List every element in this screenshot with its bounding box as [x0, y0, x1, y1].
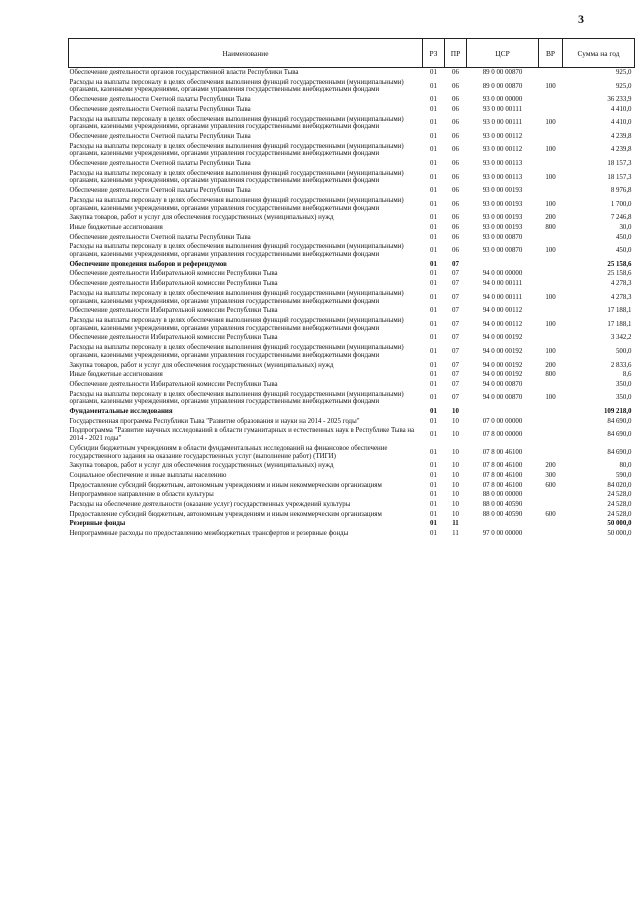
row-pr: 07	[452, 320, 459, 328]
row-name: Расходы на выплаты персоналу в целях обеспечения выполнения функций государственными (муниципальными) органами, казенными учреждениями, органами управления государственными внебюджетными фондами	[69, 142, 404, 158]
header-amount: Сумма на год	[563, 39, 635, 68]
row-pr: 07	[452, 394, 459, 402]
row-name: Социальное обеспечение и иные выплаты населению	[69, 471, 227, 479]
row-name: Предоставление субсидий бюджетным, автономным учреждениям и иным некоммерческим организациям	[69, 510, 382, 518]
table-row	[69, 380, 635, 390]
row-csr: 94 0 00 00112	[482, 320, 523, 328]
row-rz: 01	[430, 105, 437, 113]
row-amount: 50 000,0	[607, 530, 632, 538]
table-row	[69, 68, 635, 78]
row-csr: 94 0 00 00870	[482, 380, 523, 388]
row-amount: 24 528,0	[607, 510, 632, 518]
row-rz: 01	[430, 510, 437, 518]
row-amount: 8 976,8	[610, 187, 632, 195]
row-vr	[539, 269, 563, 279]
row-amount: 925,0	[615, 69, 632, 76]
row-pr: 06	[452, 233, 459, 241]
row-name: Обеспечение проведения выборов и референдумов	[69, 260, 227, 268]
row-amount: 80,0	[619, 462, 632, 470]
row-vr	[539, 279, 563, 289]
row-amount: 17 188,1	[607, 320, 632, 328]
row-csr: 93 0 00 00870	[482, 233, 523, 241]
row-name: Расходы на выплаты персоналу в целях обеспечения выполнения функций государственными (муниципальными) органами, казенными учреждениями, органами управления государственными внебюджетными фондами	[69, 390, 404, 406]
row-vr	[539, 380, 563, 390]
row-amount: 109 218,0	[603, 408, 632, 416]
row-rz: 01	[430, 530, 437, 538]
table-row	[69, 490, 635, 500]
header-csr: ЦСР	[467, 39, 539, 68]
table-row	[69, 333, 635, 343]
table-row	[69, 461, 635, 471]
table-row	[69, 417, 635, 427]
row-rz: 01	[430, 481, 437, 489]
row-amount: 4 278,3	[610, 280, 632, 288]
table-row	[69, 510, 635, 520]
row-name: Непрограммные расходы по предоставлению межбюджетных трансфертов и резервные фонды	[69, 530, 349, 538]
row-rz: 01	[430, 462, 437, 470]
row-rz: 01	[430, 334, 437, 342]
row-vr	[539, 233, 563, 243]
row-pr: 06	[452, 69, 459, 76]
table-row	[69, 78, 635, 95]
row-rz: 01	[430, 520, 437, 528]
row-rz: 01	[430, 394, 437, 402]
row-pr: 10	[452, 501, 459, 509]
row-pr: 07	[452, 293, 459, 301]
row-pr: 07	[452, 307, 459, 315]
row-csr: 93 0 00 00112	[482, 146, 523, 154]
row-csr	[467, 407, 539, 417]
row-pr: 10	[452, 462, 459, 470]
row-rz: 01	[430, 471, 437, 479]
row-name: Обеспечение деятельности Счетной палаты Республики Тыва	[69, 96, 251, 104]
row-csr: 93 0 00 00000	[482, 96, 523, 104]
row-vr: 100	[545, 347, 556, 355]
row-csr	[467, 260, 539, 270]
row-rz: 01	[430, 431, 437, 439]
row-pr: 07	[452, 361, 459, 369]
row-name: Расходы на выплаты персоналу в целях обеспечения выполнения функций государственными (муниципальными) органами, казенными учреждениями, органами управления государственными внебюджетными фондами	[69, 78, 404, 94]
row-pr: 06	[452, 187, 459, 195]
table-row	[69, 132, 635, 142]
row-pr: 06	[452, 119, 459, 127]
budget-table	[68, 38, 635, 539]
table-row	[69, 115, 635, 132]
row-name: Предоставление субсидий бюджетным, автономным учреждениям и иным некоммерческим организациям	[69, 481, 382, 489]
row-amount: 17 188,1	[607, 307, 632, 315]
row-name: Расходы на выплаты персоналу в целях обеспечения выполнения функций государственными (муниципальными) органами, казенными учреждениями, органами управления государственными внебюджетными фондами	[69, 196, 404, 212]
row-name: Расходы на выплаты персоналу в целях обеспечения выполнения функций государственными (муниципальными) органами, казенными учреждениями, органами управления государственными внебюджетными фондами	[69, 344, 404, 359]
row-vr	[539, 333, 563, 343]
row-amount: 84 690,0	[607, 417, 632, 425]
row-amount: 24 528,0	[607, 501, 632, 509]
row-amount: 18 157,3	[607, 160, 632, 168]
table-row	[69, 343, 635, 360]
row-rz: 01	[430, 132, 437, 140]
table-row	[69, 223, 635, 233]
row-rz: 01	[430, 501, 437, 509]
row-csr: 89 0 00 00870	[482, 69, 523, 76]
row-vr: 100	[545, 293, 556, 301]
row-amount: 450,0	[615, 233, 632, 241]
table-row	[69, 529, 635, 539]
row-pr: 10	[452, 510, 459, 518]
row-rz: 01	[430, 96, 437, 104]
row-pr: 10	[452, 408, 459, 416]
row-vr	[539, 306, 563, 316]
row-pr: 06	[452, 247, 459, 255]
row-pr: 07	[452, 371, 459, 379]
row-csr: 93 0 00 00113	[482, 160, 523, 168]
row-csr: 07 8 00 46100	[482, 471, 523, 479]
row-name: Закупка товаров, работ и услуг для обеспечения государственных (муниципальных) нужд	[69, 361, 334, 369]
row-rz: 01	[430, 146, 437, 154]
row-rz: 01	[430, 408, 437, 416]
row-csr: 94 0 00 00192	[482, 347, 523, 355]
row-pr: 07	[452, 380, 459, 388]
row-vr	[539, 95, 563, 105]
table-row	[69, 105, 635, 115]
row-amount: 18 157,3	[607, 173, 632, 181]
row-name: Резервные фонды	[69, 520, 126, 528]
row-rz: 01	[430, 280, 437, 288]
row-rz: 01	[430, 223, 437, 231]
row-csr: 94 0 00 00112	[482, 307, 523, 315]
row-csr: 97 0 00 00000	[482, 530, 523, 538]
row-amount: 4 278,3	[610, 293, 632, 301]
row-pr: 07	[452, 334, 459, 342]
row-amount: 2 833,6	[610, 361, 632, 369]
row-amount: 4 239,8	[610, 146, 632, 154]
row-amount: 36 233,9	[607, 96, 632, 104]
row-pr: 10	[452, 417, 459, 425]
row-csr: 94 0 00 00192	[482, 371, 523, 379]
row-rz: 01	[430, 417, 437, 425]
table-row	[69, 142, 635, 159]
row-vr	[539, 407, 563, 417]
row-csr: 07 8 00 46100	[482, 448, 523, 456]
row-pr: 06	[452, 132, 459, 140]
page-number: 3	[578, 12, 584, 26]
row-pr: 06	[452, 173, 459, 181]
row-pr: 10	[452, 481, 459, 489]
row-vr	[539, 500, 563, 510]
row-rz: 01	[430, 448, 437, 456]
row-pr: 06	[452, 146, 459, 154]
row-amount: 350,0	[615, 394, 632, 402]
row-csr: 07 8 00 46100	[482, 481, 523, 489]
table-row	[69, 242, 635, 259]
table-row	[69, 196, 635, 213]
row-csr: 93 0 00 00112	[482, 132, 523, 140]
row-amount: 25 158,6	[607, 270, 632, 278]
row-rz: 01	[430, 160, 437, 168]
row-vr: 100	[545, 247, 556, 255]
row-amount: 8,6	[622, 371, 632, 379]
header-pr: ПР	[445, 39, 467, 68]
row-csr: 93 0 00 00111	[482, 119, 523, 127]
row-name: Расходы на выплаты персоналу в целях обеспечения выполнения функций государственными (муниципальными) органами, казенными учреждениями, органами управления государственными внебюджетными фондами	[69, 169, 404, 185]
row-amount: 84 690,0	[607, 448, 632, 456]
table-row	[69, 390, 635, 407]
table-row	[69, 361, 635, 371]
row-csr: 07 0 00 00000	[482, 417, 523, 425]
row-vr: 600	[545, 481, 556, 489]
row-name: Расходы на выплаты персоналу в целях обеспечения выполнения функций государственными (муниципальными) органами, казенными учреждениями, органами управления государственными внебюджетными фондами	[69, 289, 404, 305]
row-vr: 800	[545, 371, 556, 379]
row-name: Обеспечение деятельности органов государственной власти Республики Тыва	[69, 69, 299, 76]
row-pr: 06	[452, 200, 459, 208]
row-vr: 100	[545, 320, 556, 328]
table-row	[69, 519, 635, 529]
table-row	[69, 95, 635, 105]
row-csr: 94 0 00 00192	[482, 334, 523, 342]
table-row	[69, 481, 635, 491]
row-vr	[539, 490, 563, 500]
row-csr: 07 8 00 46100	[482, 462, 523, 470]
row-rz: 01	[430, 380, 437, 388]
row-amount: 4 239,8	[610, 132, 632, 140]
row-vr: 200	[545, 214, 556, 222]
row-name: Расходы на выплаты персоналу в целях обеспечения выполнения функций государственными (муниципальными) органами, казенными учреждениями, органами управления государственными внебюджетными фондами	[69, 115, 404, 131]
row-vr	[539, 132, 563, 142]
table-row	[69, 306, 635, 316]
table-row	[69, 289, 635, 306]
row-pr: 06	[452, 160, 459, 168]
row-name: Обеспечение деятельности Счетной палаты Республики Тыва	[69, 105, 251, 113]
row-csr: 07 8 00 00000	[482, 431, 523, 439]
row-amount: 350,0	[615, 380, 632, 388]
row-name: Государственная программа Республики Тыва "Развитие образования и науки на 2014 - 2025 годы"	[69, 417, 360, 425]
row-vr: 600	[545, 510, 556, 518]
row-name: Обеспечение деятельности Избирательной комиссии Республики Тыва	[69, 380, 278, 388]
row-csr: 93 0 00 00193	[482, 214, 523, 222]
row-name: Обеспечение деятельности Счетной палаты Республики Тыва	[69, 233, 251, 241]
row-csr: 88 0 00 40590	[482, 501, 523, 509]
row-amount: 4 410,0	[610, 119, 632, 127]
row-rz: 01	[430, 82, 437, 90]
row-pr: 10	[452, 491, 459, 499]
row-name: Иные бюджетные ассигнования	[69, 223, 163, 231]
table-row	[69, 426, 635, 443]
row-csr: 93 0 00 00870	[482, 247, 523, 255]
row-csr: 93 0 00 00111	[482, 105, 523, 113]
row-vr: 200	[545, 361, 556, 369]
row-pr: 10	[452, 431, 459, 439]
row-vr: 100	[545, 200, 556, 208]
row-amount: 25 158,6	[607, 260, 632, 268]
table-row	[69, 279, 635, 289]
row-vr	[539, 529, 563, 539]
row-csr: 94 0 00 00111	[482, 293, 523, 301]
row-rz: 01	[430, 371, 437, 379]
header-name: Наименование	[69, 39, 423, 68]
row-rz: 01	[430, 69, 437, 76]
row-name: Субсидии бюджетным учреждениям в области фундаментальных исследований на финансовое обеспечение государственного задания на оказание государственных услуг (выполнение работ) (ТИГИ)	[69, 444, 388, 460]
table-row	[69, 233, 635, 243]
row-amount: 4 410,0	[610, 105, 632, 113]
row-pr: 06	[452, 82, 459, 90]
table-row	[69, 407, 635, 417]
row-csr: 94 0 00 00111	[482, 280, 523, 288]
row-rz: 01	[430, 187, 437, 195]
row-pr: 10	[452, 448, 459, 456]
row-amount: 1 700,0	[610, 200, 632, 208]
row-amount: 500,0	[615, 347, 632, 355]
row-rz: 01	[430, 491, 437, 499]
row-name: Закупка товаров, работ и услуг для обеспечения государственных (муниципальных) нужд	[69, 462, 334, 470]
row-rz: 01	[430, 119, 437, 127]
table-row	[69, 260, 635, 270]
row-csr: 88 0 00 40590	[482, 510, 523, 518]
row-name: Обеспечение деятельности Избирательной комиссии Республики Тыва	[69, 280, 278, 288]
row-name: Обеспечение деятельности Избирательной комиссии Республики Тыва	[69, 334, 278, 342]
table-row	[69, 269, 635, 279]
row-name: Иные бюджетные ассигнования	[69, 371, 163, 379]
row-name: Расходы на выплаты персоналу в целях обеспечения выполнения функций государственными (муниципальными) органами, казенными учреждениями, органами управления государственными внебюджетными фондами	[69, 316, 404, 332]
row-rz: 01	[430, 270, 437, 278]
row-amount: 84 690,0	[607, 431, 632, 439]
row-rz: 01	[430, 200, 437, 208]
row-amount: 30,0	[619, 223, 632, 231]
row-vr: 100	[545, 82, 556, 90]
row-vr	[539, 417, 563, 427]
row-csr: 93 0 00 00193	[482, 200, 523, 208]
row-rz: 01	[430, 214, 437, 222]
row-vr	[539, 426, 563, 443]
row-csr: 94 0 00 00870	[482, 394, 523, 402]
row-csr: 93 0 00 00113	[482, 173, 523, 181]
row-name: Обеспечение деятельности Счетной палаты Республики Тыва	[69, 132, 251, 140]
table-row	[69, 213, 635, 223]
row-pr: 06	[452, 223, 459, 231]
row-rz: 01	[430, 233, 437, 241]
row-vr	[539, 68, 563, 78]
row-vr	[539, 444, 563, 461]
row-csr: 93 0 00 00193	[482, 187, 523, 195]
row-pr: 11	[452, 520, 459, 528]
row-csr: 93 0 00 00193	[482, 223, 523, 231]
row-amount: 84 020,0	[607, 481, 632, 489]
row-rz: 01	[430, 293, 437, 301]
table-row	[69, 444, 635, 461]
row-amount: 7 246,8	[610, 214, 632, 222]
row-amount: 50 000,0	[607, 520, 632, 528]
row-name: Обеспечение деятельности Избирательной комиссии Республики Тыва	[69, 270, 278, 278]
row-pr: 06	[452, 214, 459, 222]
row-vr	[539, 519, 563, 529]
row-csr: 94 0 00 00000	[482, 270, 523, 278]
row-amount: 925,0	[615, 82, 632, 90]
table-body	[69, 68, 635, 539]
table-row	[69, 471, 635, 481]
row-vr	[539, 260, 563, 270]
row-csr	[467, 519, 539, 529]
row-vr	[539, 186, 563, 196]
row-rz: 01	[430, 247, 437, 255]
row-rz: 01	[430, 173, 437, 181]
row-name: Подпрограмма "Развитие научных исследований в области гуманитарных и естественных наук в Республике Тыва на 2014 - 2021 годы"	[69, 427, 415, 443]
table-row	[69, 169, 635, 186]
table-row	[69, 500, 635, 510]
row-rz: 01	[430, 307, 437, 315]
row-rz: 01	[430, 361, 437, 369]
row-amount: 590,0	[615, 471, 632, 479]
header-vr: ВР	[539, 39, 563, 68]
row-vr: 100	[545, 173, 556, 181]
row-vr: 300	[545, 471, 556, 479]
row-amount: 3 342,2	[610, 334, 632, 342]
row-vr: 200	[545, 462, 556, 470]
row-amount: 450,0	[615, 247, 632, 255]
row-pr: 06	[452, 105, 459, 113]
row-pr: 11	[452, 530, 459, 538]
row-pr: 07	[452, 260, 459, 268]
row-name: Непрограммное направление в области культуры	[69, 491, 214, 499]
row-rz: 01	[430, 347, 437, 355]
row-name: Закупка товаров, работ и услуг для обеспечения государственных (муниципальных) нужд	[69, 214, 334, 222]
row-pr: 10	[452, 471, 459, 479]
row-vr: 100	[545, 146, 556, 154]
row-rz: 01	[430, 260, 437, 268]
row-csr: 94 0 00 00192	[482, 361, 523, 369]
row-name: Обеспечение деятельности Счетной палаты Республики Тыва	[69, 160, 251, 168]
row-pr: 07	[452, 347, 459, 355]
row-csr: 89 0 00 00870	[482, 82, 523, 90]
row-name: Обеспечение деятельности Избирательной комиссии Республики Тыва	[69, 307, 278, 315]
table-row	[69, 370, 635, 380]
table-row	[69, 316, 635, 333]
row-pr: 07	[452, 270, 459, 278]
header-rz: РЗ	[423, 39, 445, 68]
row-name: Расходы на обеспечение деятельности (оказание услуг) государственных учреждений культуры	[69, 501, 351, 509]
row-vr: 800	[545, 223, 556, 231]
table-header	[69, 39, 635, 68]
table-row	[69, 159, 635, 169]
row-vr	[539, 159, 563, 169]
row-name: Расходы на выплаты персоналу в целях обеспечения выполнения функций государственными (муниципальными) органами, казенными учреждениями, органами управления государственными внебюджетными фондами	[69, 243, 404, 259]
row-pr: 06	[452, 96, 459, 104]
row-name: Обеспечение деятельности Счетной палаты Республики Тыва	[69, 187, 251, 195]
row-vr: 100	[545, 119, 556, 127]
row-vr: 100	[545, 394, 556, 402]
row-name: Фундаментальные исследования	[69, 408, 173, 416]
row-vr	[539, 105, 563, 115]
row-amount: 24 528,0	[607, 491, 632, 499]
row-pr: 07	[452, 280, 459, 288]
table-row	[69, 186, 635, 196]
row-rz: 01	[430, 320, 437, 328]
row-csr: 88 0 00 00000	[482, 491, 523, 499]
